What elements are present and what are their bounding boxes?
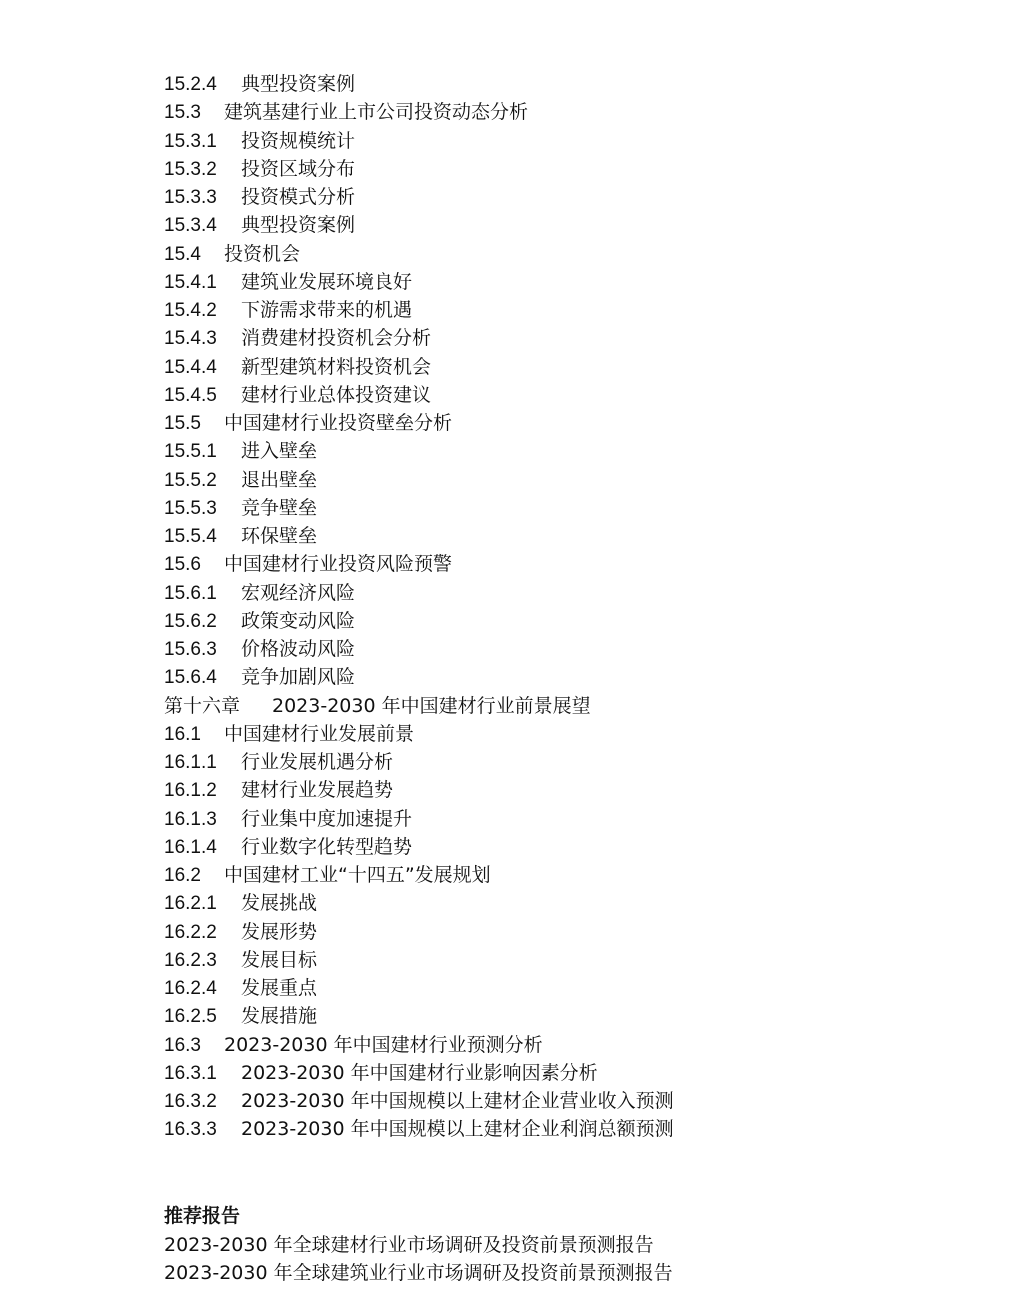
toc-entry[interactable] <box>164 1087 944 1115</box>
toc-entry[interactable] <box>164 663 944 691</box>
toc-entry-title: 投资区域分布 <box>241 157 356 180</box>
toc-entry-title: 投资机会 <box>224 242 301 265</box>
toc-entry-number: 15.5.4 <box>164 526 217 547</box>
toc-entry[interactable] <box>164 437 944 465</box>
toc-entry-title: 投资规模统计 <box>241 129 356 152</box>
toc-entry-number: 16.2.1 <box>164 893 217 915</box>
toc-entry-number: 15.5.3 <box>164 497 217 519</box>
toc-entry-number: 16.2.3 <box>164 949 217 971</box>
toc-entry-title: 建筑业发展环境良好 <box>241 270 413 293</box>
toc-entry-number: 16.1.3 <box>164 808 217 830</box>
toc-entry-title: 建材行业发展趋势 <box>241 779 394 802</box>
toc-entry[interactable] <box>164 805 944 833</box>
toc-entry-number: 15.4.5 <box>164 384 217 406</box>
toc-entry[interactable] <box>164 946 944 974</box>
toc-entry[interactable] <box>164 776 944 804</box>
toc-entry[interactable] <box>164 1059 944 1087</box>
toc-entry-number: 第十六章 <box>164 695 241 717</box>
table-of-contents <box>164 70 944 1144</box>
toc-entry-title: 行业发展机遇分析 <box>241 751 394 773</box>
toc-entry[interactable] <box>164 550 944 578</box>
recommended-reports-heading: 推荐报告 <box>164 1205 241 1227</box>
toc-entry-number: 16.1 <box>164 723 201 745</box>
toc-entry[interactable] <box>164 692 944 720</box>
toc-entry-title: 2023-2030 年中国建材行业预测分析 <box>224 1033 543 1056</box>
toc-entry-title: 消费建材投资机会分析 <box>241 327 432 350</box>
toc-entry[interactable] <box>164 268 944 296</box>
toc-entry-number: 15.6.4 <box>164 667 217 689</box>
toc-entry[interactable] <box>164 466 944 494</box>
toc-entry-number: 15.5 <box>164 413 201 434</box>
toc-entry-title: 发展挑战 <box>241 892 318 915</box>
toc-entry-number: 15.4.4 <box>164 356 217 378</box>
toc-entry-title: 环保壁垒 <box>241 525 318 547</box>
toc-entry-title: 新型建筑材料投资机会 <box>241 355 432 378</box>
toc-entry[interactable] <box>164 889 944 917</box>
toc-entry-title: 发展目标 <box>241 948 318 971</box>
toc-entry[interactable] <box>164 974 944 1002</box>
toc-entry-number: 15.2.4 <box>164 74 217 95</box>
toc-entry[interactable] <box>164 240 944 268</box>
toc-entry-number: 15.3.4 <box>164 215 217 237</box>
toc-entry-number: 15.4 <box>164 243 201 265</box>
toc-entry-number: 15.6.3 <box>164 639 217 660</box>
toc-entry[interactable] <box>164 1115 944 1143</box>
toc-entry[interactable] <box>164 155 944 183</box>
toc-entry-number: 16.3.3 <box>164 1119 217 1141</box>
toc-entry-number: 16.3.1 <box>164 1062 217 1084</box>
toc-entry-number: 16.2.2 <box>164 921 217 943</box>
toc-entry[interactable] <box>164 494 944 522</box>
toc-entry[interactable] <box>164 353 944 381</box>
toc-entry[interactable] <box>164 522 944 550</box>
toc-entry-title: 2023-2030 年中国规模以上建材企业营业收入预测 <box>241 1090 674 1112</box>
toc-entry[interactable] <box>164 1031 944 1059</box>
toc-entry-number: 15.6.2 <box>164 610 217 632</box>
toc-entry-title: 行业数字化转型趋势 <box>241 835 413 858</box>
toc-entry[interactable] <box>164 748 944 776</box>
toc-entry-title: 宏观经济风险 <box>241 581 356 604</box>
toc-entry-title: 价格波动风险 <box>241 638 356 660</box>
toc-entry-number: 15.5.2 <box>164 469 217 491</box>
toc-entry-title: 政策变动风险 <box>241 609 356 632</box>
toc-entry-title: 发展重点 <box>241 977 318 999</box>
toc-entry-title: 退出壁垒 <box>241 468 318 491</box>
toc-entry[interactable] <box>164 918 944 946</box>
toc-entry-number: 16.1.1 <box>164 752 217 773</box>
toc-entry[interactable] <box>164 324 944 352</box>
toc-entry-title: 发展措施 <box>241 1005 318 1028</box>
toc-entry[interactable] <box>164 296 944 324</box>
toc-entry[interactable] <box>164 861 944 889</box>
toc-entry[interactable] <box>164 70 944 98</box>
toc-entry-number: 15.5.1 <box>164 441 217 463</box>
toc-entry-title: 2023-2030 年中国建材行业影响因素分析 <box>241 1061 598 1084</box>
toc-entry-number: 15.3 <box>164 102 201 124</box>
toc-entry-number: 16.3 <box>164 1034 201 1056</box>
toc-entry[interactable] <box>164 183 944 211</box>
toc-entry-number: 15.4.2 <box>164 300 217 321</box>
toc-entry-title: 建材行业总体投资建议 <box>241 383 432 406</box>
toc-entry-number: 16.2.5 <box>164 1006 217 1028</box>
toc-entry-number: 15.3.1 <box>164 130 217 152</box>
toc-entry-title: 中国建材行业发展前景 <box>224 722 415 745</box>
toc-entry[interactable] <box>164 381 944 409</box>
recommended-reports <box>164 1202 964 1288</box>
toc-entry[interactable] <box>164 833 944 861</box>
toc-entry-title: 典型投资案例 <box>241 214 356 237</box>
toc-entry-number: 15.3.2 <box>164 158 217 180</box>
toc-entry-title: 进入壁垒 <box>241 440 318 463</box>
toc-entry-number: 15.4.1 <box>164 271 217 293</box>
toc-entry-number: 16.3.2 <box>164 1091 217 1112</box>
toc-entry-number: 16.2 <box>164 865 201 886</box>
toc-entry-title: 2023-2030 年中国规模以上建材企业利润总额预测 <box>241 1118 674 1141</box>
toc-entry-title: 典型投资案例 <box>241 73 356 95</box>
toc-entry-title: 竞争壁垒 <box>241 496 318 519</box>
toc-entry-number: 16.2.4 <box>164 978 217 999</box>
toc-entry-title: 行业集中度加速提升 <box>241 807 413 830</box>
toc-entry-title: 竞争加剧风险 <box>241 666 356 689</box>
toc-entry-title: 发展形势 <box>241 920 318 943</box>
toc-entry[interactable] <box>164 579 944 607</box>
toc-entry-title: 投资模式分析 <box>241 186 356 208</box>
recommended-report-link[interactable]: 2023-2030 年全球建材行业市场调研及投资前景预测报告 <box>164 1233 654 1256</box>
toc-entry-title: 中国建材行业投资风险预警 <box>224 553 453 576</box>
toc-entry[interactable] <box>164 98 944 126</box>
toc-entry-number: 15.6 <box>164 554 201 576</box>
toc-entry-number: 15.3.3 <box>164 187 217 208</box>
toc-entry[interactable] <box>164 607 944 635</box>
toc-entry[interactable] <box>164 211 944 239</box>
recommended-report-link[interactable]: 2023-2030 年全球建筑业行业市场调研及投资前景预测报告 <box>164 1262 673 1284</box>
toc-entry-title: 建筑基建行业上市公司投资动态分析 <box>224 101 529 124</box>
toc-entry-number: 16.1.2 <box>164 780 217 802</box>
toc-entry[interactable] <box>164 1002 944 1030</box>
toc-entry[interactable] <box>164 720 944 748</box>
toc-entry-title: 中国建材工业“十四五”发展规划 <box>224 864 491 886</box>
toc-entry[interactable] <box>164 409 944 437</box>
toc-entry[interactable] <box>164 127 944 155</box>
toc-entry-number: 15.4.3 <box>164 328 217 350</box>
toc-entry-title: 2023-2030 年中国建材行业前景展望 <box>272 694 591 717</box>
toc-entry-number: 16.1.4 <box>164 836 217 858</box>
toc-entry-title: 下游需求带来的机遇 <box>241 299 413 321</box>
toc-entry[interactable] <box>164 635 944 663</box>
toc-entry-number: 15.6.1 <box>164 582 217 604</box>
toc-entry-title: 中国建材行业投资壁垒分析 <box>224 412 453 434</box>
